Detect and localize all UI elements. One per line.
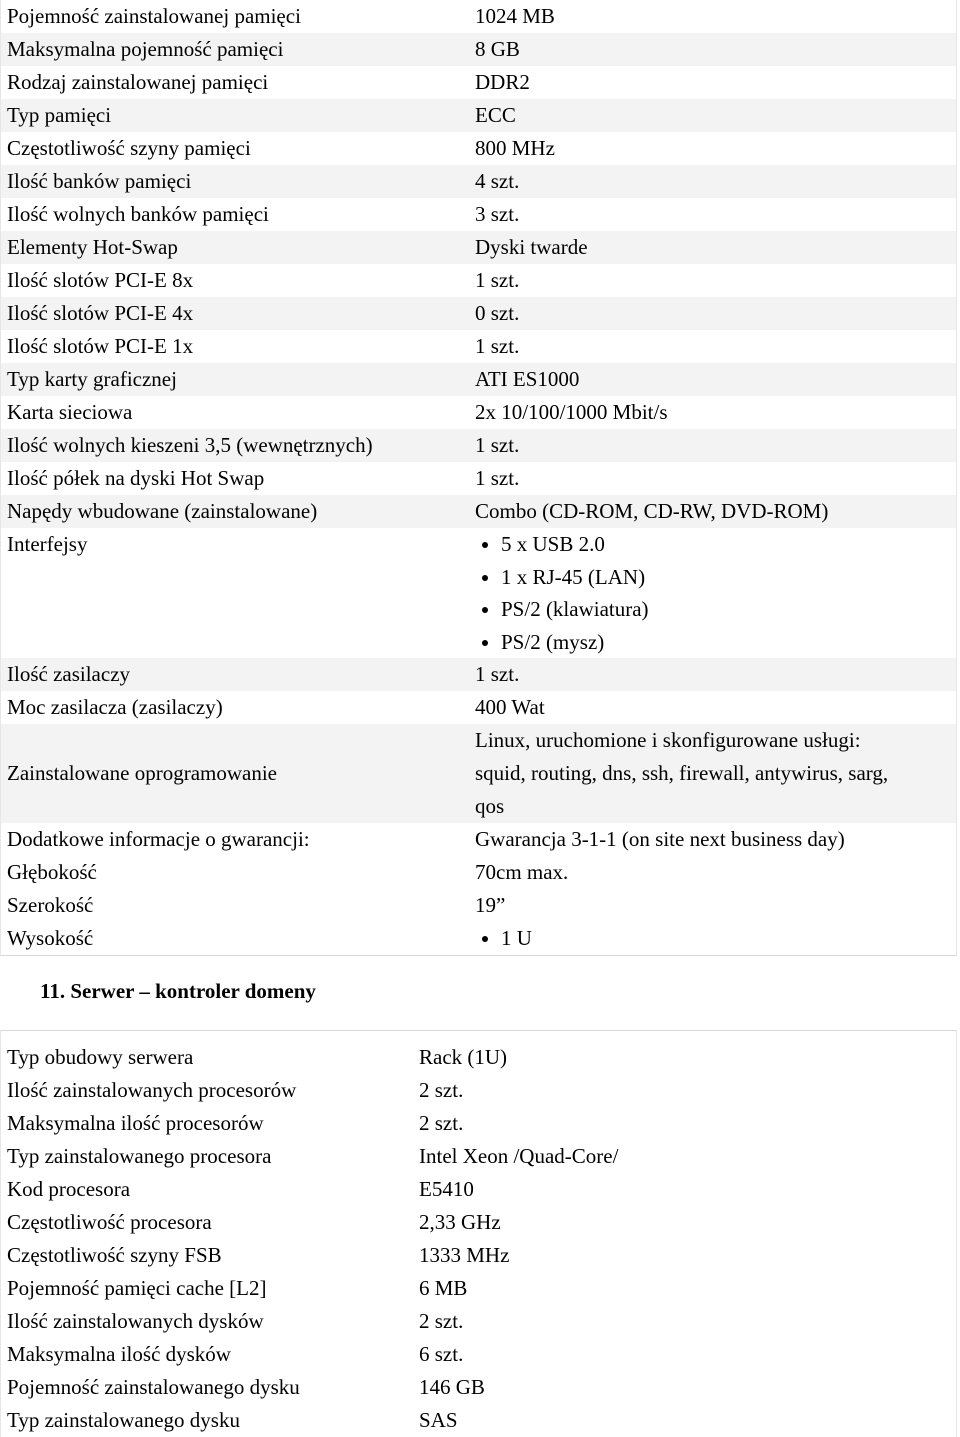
spec-row xyxy=(1,495,957,528)
software-line: Linux, uruchomione i skonfigurowane usługi: xyxy=(475,728,861,752)
spec-value: 1 szt. xyxy=(475,462,957,495)
spec-value: 800 MHz xyxy=(475,132,957,165)
spec-value: Rack (1U) xyxy=(419,1031,957,1075)
list-item: 5 x USB 2.0 xyxy=(475,528,956,561)
spec-row xyxy=(1,396,957,429)
spec-row xyxy=(1,823,957,856)
spec-label: Pojemność zainstalowanej pamięci xyxy=(1,0,476,33)
spec-value: 4 szt. xyxy=(475,165,957,198)
spec-label: Ilość wolnych banków pamięci xyxy=(1,198,476,231)
spec-value: 1333 MHz xyxy=(419,1239,957,1272)
spec-value: Combo (CD-ROM, CD-RW, DVD-ROM) xyxy=(475,495,957,528)
spec-row xyxy=(1,1031,957,1075)
software-line: squid, routing, dns, ssh, firewall, antywirus, sarg, xyxy=(475,761,889,785)
spec-label: Głębokość xyxy=(1,856,476,889)
spec-row xyxy=(1,99,957,132)
spec-label: Ilość zainstalowanych procesorów xyxy=(1,1074,420,1107)
spec-value: E5410 xyxy=(419,1173,957,1206)
spec-value: ECC xyxy=(475,99,957,132)
spec-label: Typ pamięci xyxy=(1,99,476,132)
list-item: PS/2 (klawiatura) xyxy=(475,593,956,626)
spec-row xyxy=(1,1173,957,1206)
spec-value: SAS xyxy=(419,1404,957,1437)
spec-label: Ilość slotów PCI-E 4x xyxy=(1,297,476,330)
spec-label: Częstotliwość szyny FSB xyxy=(1,1239,420,1272)
spec-row xyxy=(1,889,957,922)
spec-row xyxy=(1,462,957,495)
spec-row xyxy=(1,66,957,99)
spec-row-software xyxy=(1,724,957,823)
spec-label: Maksymalna ilość procesorów xyxy=(1,1107,420,1140)
spec-value: 1024 MB xyxy=(475,0,957,33)
spec-value-multiline xyxy=(475,724,957,823)
spec-label: Napędy wbudowane (zainstalowane) xyxy=(1,495,476,528)
spec-row xyxy=(1,231,957,264)
spec-label: Ilość półek na dyski Hot Swap xyxy=(1,462,476,495)
spec-value: 8 GB xyxy=(475,33,957,66)
spec-row xyxy=(1,1371,957,1404)
list-item: 1 U xyxy=(475,922,956,955)
spec-row xyxy=(1,198,957,231)
spec-label: Karta sieciowa xyxy=(1,396,476,429)
spec-value: 2 szt. xyxy=(419,1107,957,1140)
spec-row xyxy=(1,658,957,691)
spec-label: Typ karty graficznej xyxy=(1,363,476,396)
spec-row xyxy=(1,1272,957,1305)
spec-row xyxy=(1,691,957,724)
spec-row xyxy=(1,856,957,889)
spec-label: Maksymalna pojemność pamięci xyxy=(1,33,476,66)
spec-label: Ilość banków pamięci xyxy=(1,165,476,198)
spec-label: Typ zainstalowanego dysku xyxy=(1,1404,420,1437)
spec-label: Częstotliwość procesora xyxy=(1,1206,420,1239)
spec-value-list xyxy=(475,528,957,658)
spec-label: Zainstalowane oprogramowanie xyxy=(1,724,476,823)
spec-label: Elementy Hot-Swap xyxy=(1,231,476,264)
spec-value: 2,33 GHz xyxy=(419,1206,957,1239)
spec-value: 146 GB xyxy=(419,1371,957,1404)
spec-table-server xyxy=(0,1030,957,1437)
spec-label: Ilość zasilaczy xyxy=(1,658,476,691)
spec-row xyxy=(1,363,957,396)
spec-value: Intel Xeon /Quad-Core/ xyxy=(419,1140,957,1173)
spec-row xyxy=(1,132,957,165)
spec-row xyxy=(1,1404,957,1437)
spec-row xyxy=(1,330,957,363)
spec-row xyxy=(1,429,957,462)
spec-label: Moc zasilacza (zasilaczy) xyxy=(1,691,476,724)
spec-value: 3 szt. xyxy=(475,198,957,231)
list-item: PS/2 (mysz) xyxy=(475,626,956,659)
spec-row xyxy=(1,1239,957,1272)
spec-value: ATI ES1000 xyxy=(475,363,957,396)
spec-value: 2x 10/100/1000 Mbit/s xyxy=(475,396,957,429)
spec-value: 2 szt. xyxy=(419,1074,957,1107)
spec-label: Maksymalna ilość dysków xyxy=(1,1338,420,1371)
spec-value: 6 MB xyxy=(419,1272,957,1305)
spec-value: 70cm max. xyxy=(475,856,957,889)
spec-row-interfaces xyxy=(1,528,957,658)
spec-value-list xyxy=(475,922,957,956)
spec-label: Częstotliwość szyny pamięci xyxy=(1,132,476,165)
spec-row xyxy=(1,1338,957,1371)
spec-row-height xyxy=(1,922,957,956)
spec-row xyxy=(1,165,957,198)
spec-row xyxy=(1,1107,957,1140)
spec-row xyxy=(1,0,957,33)
spec-label: Typ zainstalowanego procesora xyxy=(1,1140,420,1173)
spec-value: 6 szt. xyxy=(419,1338,957,1371)
spec-value: 1 szt. xyxy=(475,264,957,297)
spec-label: Wysokość xyxy=(1,922,476,956)
spec-value: 1 szt. xyxy=(475,429,957,462)
spec-value: 1 szt. xyxy=(475,330,957,363)
spec-row xyxy=(1,1206,957,1239)
spec-label: Interfejsy xyxy=(1,528,476,658)
spec-row xyxy=(1,297,957,330)
spec-label: Kod procesora xyxy=(1,1173,420,1206)
spec-label: Pojemność pamięci cache [L2] xyxy=(1,1272,420,1305)
spec-label: Ilość slotów PCI-E 1x xyxy=(1,330,476,363)
spec-value: Gwarancja 3-1-1 (on site next business day) xyxy=(475,823,957,856)
spec-value: Dyski twarde xyxy=(475,231,957,264)
spec-value: 400 Wat xyxy=(475,691,957,724)
spec-value: 2 szt. xyxy=(419,1305,957,1338)
spec-row xyxy=(1,1305,957,1338)
section-heading: 11. Serwer – kontroler domeny xyxy=(40,979,316,1003)
spec-value: 0 szt. xyxy=(475,297,957,330)
spec-value: DDR2 xyxy=(475,66,957,99)
spec-row xyxy=(1,1074,957,1107)
spec-row xyxy=(1,1140,957,1173)
interfaces-list xyxy=(475,528,956,658)
spec-value: 19” xyxy=(475,889,957,922)
software-line: qos xyxy=(475,794,505,818)
spec-label: Szerokość xyxy=(1,889,476,922)
spec-label: Ilość slotów PCI-E 8x xyxy=(1,264,476,297)
height-list xyxy=(475,922,956,955)
spec-label: Dodatkowe informacje o gwarancji: xyxy=(1,823,476,856)
spec-label: Pojemność zainstalowanego dysku xyxy=(1,1371,420,1404)
spec-row xyxy=(1,33,957,66)
spec-label: Ilość wolnych kieszeni 3,5 (wewnętrznych) xyxy=(1,429,476,462)
spec-label: Ilość zainstalowanych dysków xyxy=(1,1305,420,1338)
list-item: 1 x RJ-45 (LAN) xyxy=(475,561,956,594)
spec-label: Rodzaj zainstalowanej pamięci xyxy=(1,66,476,99)
spec-row xyxy=(1,264,957,297)
spec-label: Typ obudowy serwera xyxy=(1,1031,420,1075)
spec-value: 1 szt. xyxy=(475,658,957,691)
